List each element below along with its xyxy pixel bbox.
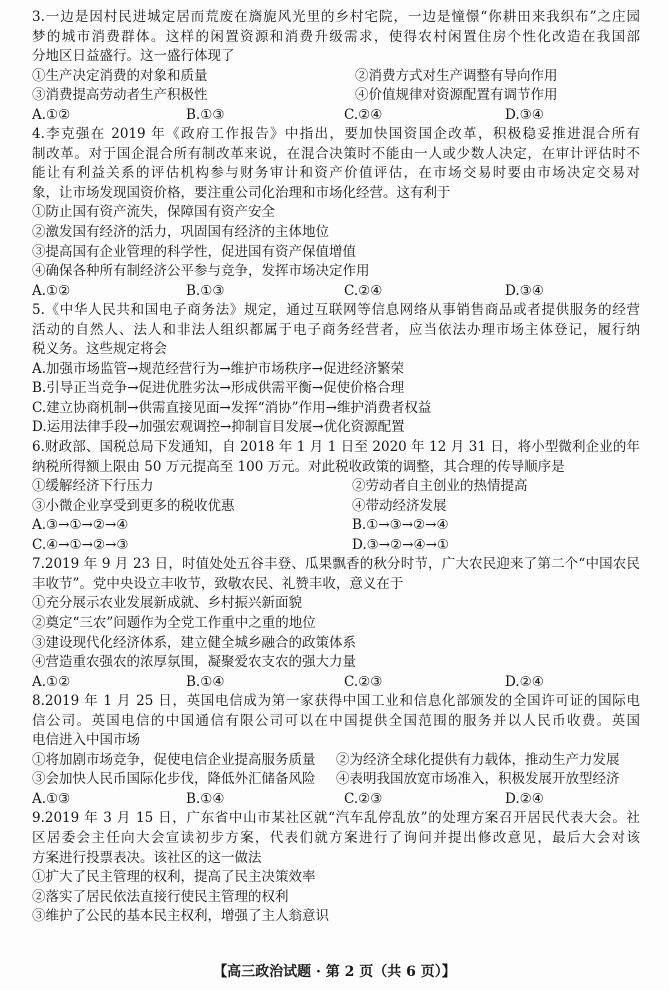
question-stem-line: 5.《中华人民共和国电子商务法》规定，通过互联网等信息网络从事销售商品或者提供服务的经营 (32, 302, 640, 319)
question-stem-line: 信公司。英国电信的中国通信有限公司可以在中国提供全国范围的服务并以人民币收费。英国 (32, 712, 640, 729)
option-3: ③会加快人民币国际化步伐，降低外汇储备风险 (32, 771, 316, 788)
option-row (32, 86, 640, 106)
choice-row (32, 790, 640, 810)
choice-c: C.②④ (344, 106, 383, 123)
choice-row (32, 673, 640, 693)
option-4: ④价值规律对资源配置有调节作用 (355, 87, 558, 104)
choice-b: B.①③ (186, 282, 225, 299)
question-stem-line: 8.2019 年 1 月 25 日，英国电信成为第一家获得中国工业和信息化部颁发的全国许可证的国际电 (32, 693, 640, 710)
option-2: ②劳动者自主创业的热情提高 (352, 478, 528, 495)
choice-row (32, 516, 640, 536)
choice-d: D.运用法律手段→加强宏观调控→抑制盲目发展→优化资源配置 (32, 419, 405, 436)
choice-b: B.①③ (186, 106, 225, 123)
question-list (32, 8, 640, 927)
option-3: ③提高国有企业管理的科学性，促进国有资产保值增值 (32, 243, 356, 260)
choice-a: A.③→①→②→④ (32, 517, 129, 534)
question-stem-line: 纳税所得额上限由 50 万元提高至 100 万元。对此税收政策的调整，其合理的传导顺序是 (32, 458, 565, 475)
choice-c: C.④→①→②→③ (32, 536, 129, 553)
choice-d: D.②④ (505, 673, 544, 690)
choice-a: A.①② (32, 673, 71, 690)
choice-b: B.①④ (186, 673, 225, 690)
question-8 (32, 692, 640, 809)
option-row (32, 67, 640, 87)
question-stem-line: 6.财政部、国税总局下发通知，自 2018 年 1 月 1 日至 2020 年 12 月 31 日，将小型微利企业的年 (32, 439, 640, 456)
question-9 (32, 809, 640, 926)
option-2: ②落实了居民依法直接行使民主管理的权利 (32, 888, 289, 905)
option-3: ③小微企业享受到更多的税收优惠 (32, 497, 235, 514)
question-5 (32, 301, 640, 438)
page-footer: 【高三政治试题 · 第 2 页（共 6 页）】 (213, 964, 456, 980)
question-stem-line: 9.2019 年 3 月 15 日，广东省中山市某社区就“汽车乱停乱放”的处理方案召开居民代表大会。社 (32, 810, 640, 827)
option-1: ①将加剧市场竞争，促使电信企业提高服务质量 (32, 751, 316, 768)
option-2: ②为经济全球化提供有力载体，推动生产力发展 (336, 751, 620, 768)
option-1: ①生产决定消费的对象和质量 (32, 67, 208, 84)
option-2: ②奠定“三农”问题作为全党工作重中之重的地位 (32, 614, 316, 631)
choice-d: D.③→②→④→① (352, 536, 449, 553)
choice-row (32, 282, 640, 302)
option-row (32, 770, 640, 790)
question-stem-line: 丰收节”。党中央设立丰收节，致敬农民、礼赞丰收，意义在于 (32, 575, 404, 592)
question-stem-line: 电信进入中国市场 (32, 732, 140, 749)
option-1: ①缓解经济下行压力 (32, 478, 154, 495)
question-stem-line: 区居委会主任向大会宣读初步方案，代表们就方案进行了询问并提出修改意见，最后大会对该 (32, 829, 640, 846)
question-stem-line: 4.李克强在 2019 年《政府工作报告》中指出，要加快国资国企改革，积极稳妥推进混合所有 (32, 126, 640, 143)
option-3: ③消费提高劳动者生产积极性 (32, 87, 208, 104)
choice-b: B.①→③→②→④ (352, 517, 449, 534)
option-4: ④营造重农强农的浓厚氛围，凝聚爱农支农的强大力量 (32, 654, 356, 671)
question-4 (32, 125, 640, 301)
choice-row (32, 106, 640, 126)
option-1: ①防止国有资产流失，保障国有资产安全 (32, 204, 275, 221)
question-3 (32, 8, 640, 125)
option-3: ③维护了公民的基本民主权利，增强了主人翁意识 (32, 908, 329, 925)
option-4: ④表明我国放宽市场准入，积极发展开放型经济 (336, 771, 620, 788)
question-stem-line: 制改革。对于国企混合所有制改革来说，在混合决策时不能由一人或少数人决定，在审计评估时不 (32, 145, 640, 162)
option-row (32, 477, 640, 497)
choice-b: B.引导正当竞争→促进优胜劣汰→形成供需平衡→促使价格合理 (32, 380, 405, 397)
option-3: ③建设现代化经济体系，建立健全城乡融合的政策体系 (32, 634, 356, 651)
choice-a: A.①③ (32, 790, 71, 807)
question-stem-line: 象，让市场发现国资价格，要注重公司化治理和市场化经营。这有利于 (32, 184, 451, 201)
question-7 (32, 555, 640, 692)
choice-c: C.②③ (344, 673, 383, 690)
option-1: ①充分展示农业发展新成就、乡村振兴新面貌 (32, 595, 302, 612)
choice-b: B.①④ (186, 790, 225, 807)
choice-a: A.①② (32, 282, 71, 299)
choice-d: D.③④ (505, 282, 544, 299)
option-4: ④带动经济发展 (352, 497, 447, 514)
choice-a: A.加强市场监管→规范经营行为→维护市场秩序→促进经济繁荣 (32, 360, 404, 377)
question-stem-line: 梦的城市消费群体。这样的闲置资源和消费升级需求，使得农村闲置住房个性化改造在我国部 (32, 28, 640, 45)
option-2: ②激发国有经济的活力，巩固国有经济的主体地位 (32, 224, 329, 241)
question-stem-line: 能让有利益关系的评估机构参与财务审计和资产价值评估，在市场交易时要由市场决定交易对 (32, 165, 640, 182)
choice-c: C.②③ (344, 790, 383, 807)
question-stem-line: 税义务。这些规定将会 (32, 341, 167, 358)
question-stem-line: 活动的自然人、法人和非法人组织都属于电子商务经营者，应当依法办理市场主体登记，履行纳 (32, 321, 640, 338)
choice-a: A.①② (32, 106, 71, 123)
question-6 (32, 438, 640, 555)
question-stem-line: 7.2019 年 9 月 23 日，时值处处五谷丰登、瓜果飘香的秋分时节，广大农民迎来了第二个“中国农民 (32, 556, 640, 573)
option-2: ②消费方式对生产调整有导向作用 (355, 67, 558, 84)
option-1: ①扩大了民主管理的权利，提高了民主决策效率 (32, 869, 316, 886)
question-stem-line: 分地区日益盛行。这一盛行体现了 (32, 48, 235, 65)
choice-d: D.②④ (505, 790, 544, 807)
choice-c: C.②④ (344, 282, 383, 299)
option-row (32, 497, 640, 517)
choice-d: D.③④ (505, 106, 544, 123)
question-stem-line: 方案进行投票表决。该社区的这一做法 (32, 849, 262, 866)
question-stem-line: 3.一边是因村民进城定居而荒废在旖旎风光里的乡村宅院，一边是憧憬“你耕田来我织布”之庄园 (32, 9, 640, 25)
option-row (32, 751, 640, 771)
choice-row (32, 536, 640, 556)
choice-c: C.建立协商机制→供需直接见面→发挥“消协”作用→维护消费者权益 (32, 399, 432, 416)
option-4: ④确保各种所有制经济公平参与竞争，发挥市场决定作用 (32, 263, 370, 280)
